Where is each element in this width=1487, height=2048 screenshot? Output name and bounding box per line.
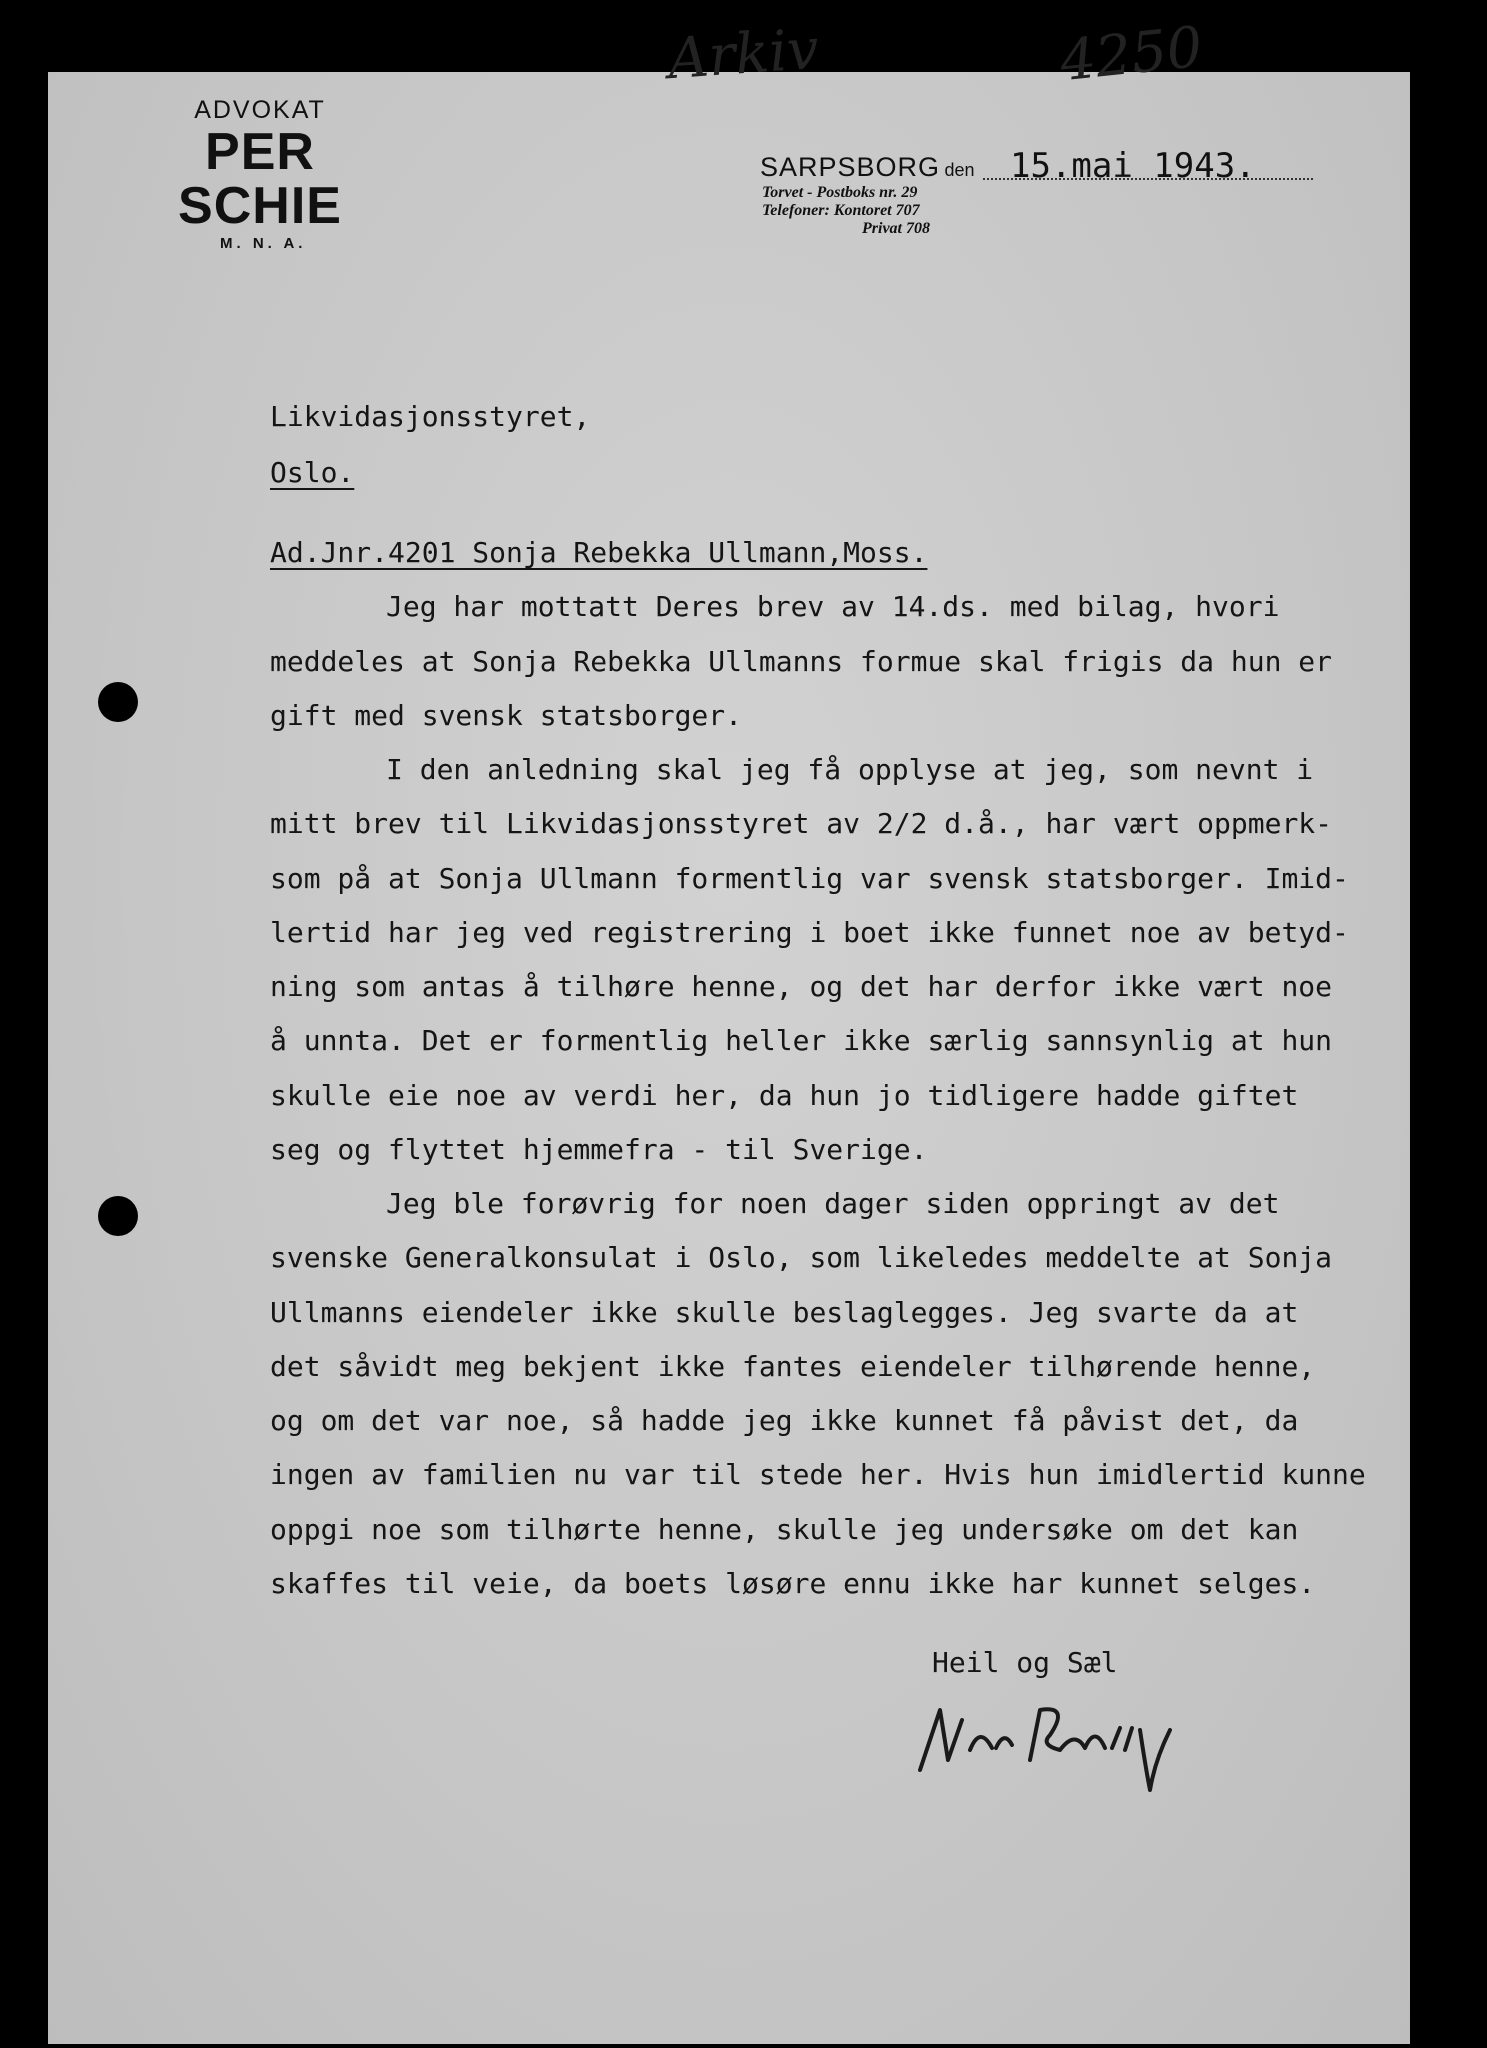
place-line bbox=[760, 152, 975, 183]
body-line: Ullmanns eiendeler ikke skulle beslaglegges. Jeg svarte da at bbox=[270, 1296, 1299, 1329]
punch-hole-bottom bbox=[98, 1196, 138, 1236]
body-line: ning som antas å tilhøre henne, og det har derfor ikke vært noe bbox=[270, 970, 1333, 1003]
closing-salutation: Heil og Sæl bbox=[932, 1646, 1118, 1679]
body-line: svenske Generalkonsulat i Oslo, som likeledes meddelte at Sonja bbox=[270, 1241, 1333, 1274]
handwritten-number: 4250 bbox=[1056, 14, 1206, 95]
letterhead-name: PER SCHIE bbox=[178, 123, 342, 235]
handwritten-archive-note: Arkiv bbox=[665, 16, 821, 93]
phone-private: Privat 708 bbox=[862, 220, 930, 237]
body-line: skulle eie noe av verdi her, da hun jo tidligere hadde giftet bbox=[270, 1079, 1299, 1112]
body-line: Jeg har mottatt Deres brev av 14.ds. med bilag, hvori bbox=[386, 590, 1280, 623]
body-line: mitt brev til Likvidasjonsstyret av 2/2 d.å., har vært oppmerk- bbox=[270, 807, 1333, 840]
body-line: ingen av familien nu var til stede her. Hvis hun imidlertid kunne bbox=[270, 1458, 1366, 1491]
body-line: oppgi noe som tilhørte henne, skulle jeg undersøke om det kan bbox=[270, 1513, 1299, 1546]
body-line: I den anledning skal jeg få opplyse at jeg, som nevnt i bbox=[386, 753, 1314, 786]
body-line: å unnta. Det er formentlig heller ikke særlig sannsynlig at hun bbox=[270, 1024, 1333, 1057]
body-line: lertid har jeg ved registrering i boet ikke funnet noe av betyd- bbox=[270, 916, 1349, 949]
body-line: gift med svensk statsborger. bbox=[270, 699, 743, 732]
place-city: SARPSBORG bbox=[760, 152, 941, 182]
letterhead-suffix: M. N. A. bbox=[220, 235, 307, 252]
recipient-name: Likvidasjonsstyret, bbox=[270, 400, 591, 433]
subject-line: Ad.Jnr.4201 Sonja Rebekka Ullmann,Moss. bbox=[270, 536, 928, 569]
letterhead-title: ADVOKAT bbox=[194, 96, 326, 124]
recipient-city: Oslo. bbox=[270, 456, 355, 489]
punch-hole-top bbox=[98, 682, 138, 722]
body-line: og om det var noe, så hadde jeg ikke kunnet få påvist det, da bbox=[270, 1404, 1299, 1437]
body-line: meddeles at Sonja Rebekka Ullmanns formue skal frigis da hun er bbox=[270, 645, 1333, 678]
place-den: den bbox=[944, 160, 975, 180]
body-line: Jeg ble forøvrig for noen dager siden oppringt av det bbox=[386, 1187, 1280, 1220]
contact-info bbox=[762, 184, 1022, 238]
body-line: skaffes til veie, da boets løsøre ennu ikke har kunnet selges. bbox=[270, 1567, 1316, 1600]
body-line: som på at Sonja Ullmann formentlig var svensk statsborger. Imid- bbox=[270, 862, 1349, 895]
address: Torvet - Postboks nr. 29 bbox=[762, 184, 918, 201]
body-line: det såvidt meg bekjent ikke fantes eiendeler tilhørende henne, bbox=[270, 1350, 1316, 1383]
handwritten-signature bbox=[900, 1690, 1260, 1804]
body-line: seg og flyttet hjemmefra - til Sverige. bbox=[270, 1133, 928, 1166]
letter-date: 15.mai 1943. bbox=[1010, 146, 1256, 186]
letterhead bbox=[130, 96, 390, 252]
phone: Telefoner: Kontoret 707 bbox=[762, 202, 920, 219]
